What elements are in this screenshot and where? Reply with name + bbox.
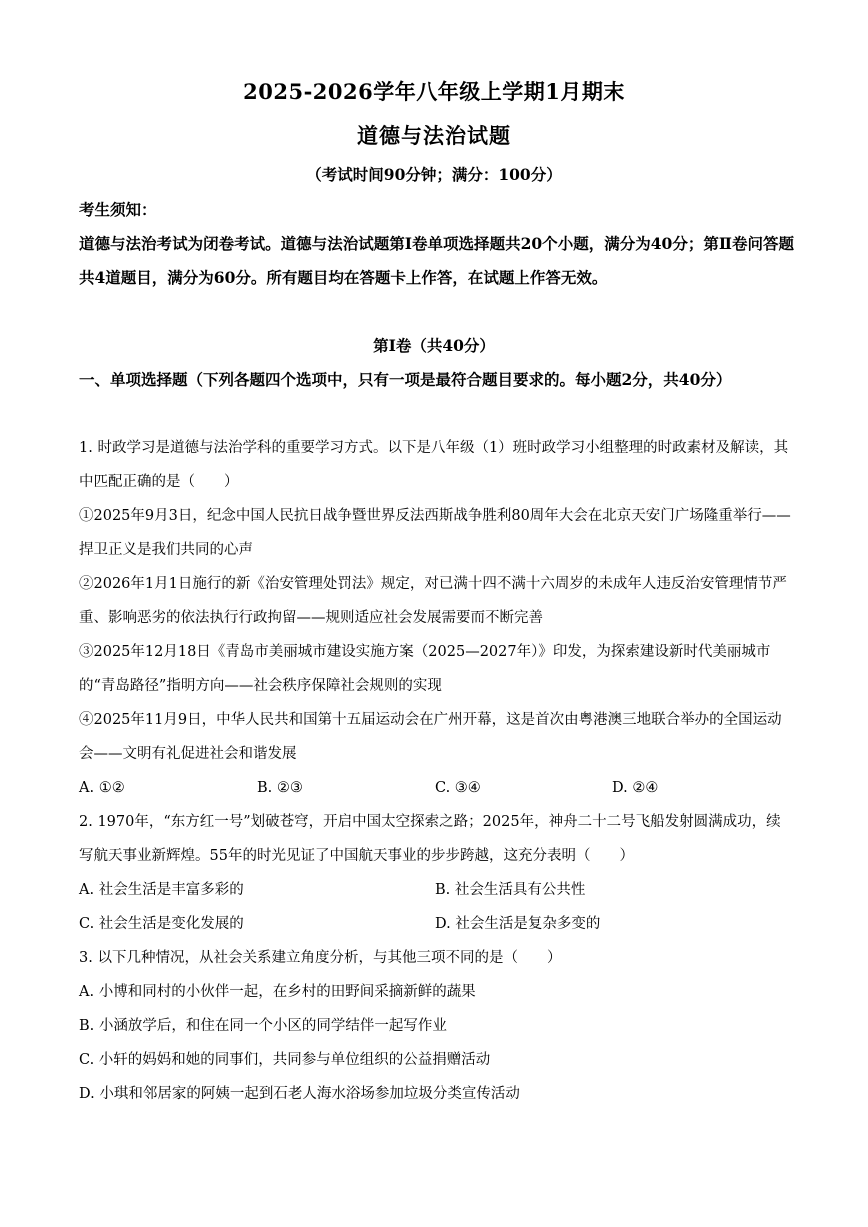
- option-c: C. 社会生活是变化发展的: [79, 916, 244, 932]
- exam-title: 2025-2026学年八年级上学期1月期末: [243, 79, 625, 104]
- question-1-item-2: ②2026年1月1日施行的新《治安管理处罚法》规定，对已满十四不满十六周岁的未成年人违反治安管理情节严重、影响恶劣的依法执行行政拘留——规则适应社会发展需要而不断完善: [79, 576, 787, 626]
- option-a: A. 社会生活是丰富多彩的: [79, 882, 244, 898]
- question-2-options-row1: [79, 873, 794, 907]
- section-title: 一、单项选择题（下列各题四个选项中，只有一项是最符合题目要求的。每小题2分，共40分）: [79, 370, 732, 389]
- exam-subject: 道德与法治试题: [357, 123, 511, 148]
- question-2-stem: 2. 1970年，“东方红一号”划破苍穹，开启中国太空探索之路；2025年，神舟二十二号飞船发射圆满成功，续写航天事业新辉煌。55年的时光见证了中国航天事业的步步跨越，这充分表明（ ）: [79, 814, 781, 864]
- question-1-options: [79, 771, 794, 805]
- question-1-item-1: ①2025年9月3日，纪念中国人民抗日战争暨世界反法西斯战争胜利80周年大会在北京天安门广场隆重举行——捍卫正义是我们共同的心声: [79, 508, 791, 558]
- question-2-options-row2: [79, 907, 794, 941]
- option-c: C. ③④: [435, 780, 481, 796]
- notice-title: 考生须知：: [79, 200, 157, 219]
- exam-info: （考试时间90分钟；满分：100分）: [306, 165, 562, 184]
- option-b: B. 社会生活具有公共性: [435, 882, 586, 898]
- question-1-stem: 1. 时政学习是道德与法治学科的重要学习方式。以下是八年级（1）班时政学习小组整理的时政素材及解读，其中匹配正确的是（ ）: [79, 440, 789, 490]
- option-d: D. 社会生活是复杂多变的: [435, 916, 601, 932]
- option-a: A. ①②: [79, 780, 125, 796]
- question-1-item-4: ④2025年11月9日，中华人民共和国第十五届运动会在广州开幕，这是首次由粤港澳三地联合举办的全国运动会——文明有礼促进社会和谐发展: [79, 712, 782, 762]
- notice-body: 道德与法治考试为闭卷考试。道德与法治试题第Ⅰ卷单项选择题共20个小题，满分为40分；第Ⅱ卷问答题共4道题目，满分为60分。所有题目均在答题卡上作答，在试题上作答无效。: [79, 234, 794, 287]
- question-1-item-3: ③2025年12月18日《青岛市美丽城市建设实施方案（2025—2027年）》印发，为探索建设新时代美丽城市的“青岛路径”指明方向——社会秩序保障社会规则的实现: [79, 644, 771, 694]
- question-3-stem: 3. 以下几种情况，从社会关系建立角度分析，与其他三项不同的是（ ）: [79, 950, 562, 966]
- question-3-option-c: C. 小轩的妈妈和她的同事们，共同参与单位组织的公益捐赠活动: [79, 1052, 491, 1068]
- question-3-option-b: B. 小涵放学后，和住在同一个小区的同学结伴一起写作业: [79, 1018, 447, 1034]
- option-d: D. ②④: [612, 780, 659, 796]
- part1-title: 第Ⅰ卷（共40分）: [373, 336, 495, 355]
- option-b: B. ②③: [257, 780, 303, 796]
- question-3-option-a: A. 小博和同村的小伙伴一起，在乡村的田野间采摘新鲜的蔬果: [79, 984, 476, 1000]
- question-3-option-d: D. 小琪和邻居家的阿姨一起到石老人海水浴场参加垃圾分类宣传活动: [79, 1086, 520, 1102]
